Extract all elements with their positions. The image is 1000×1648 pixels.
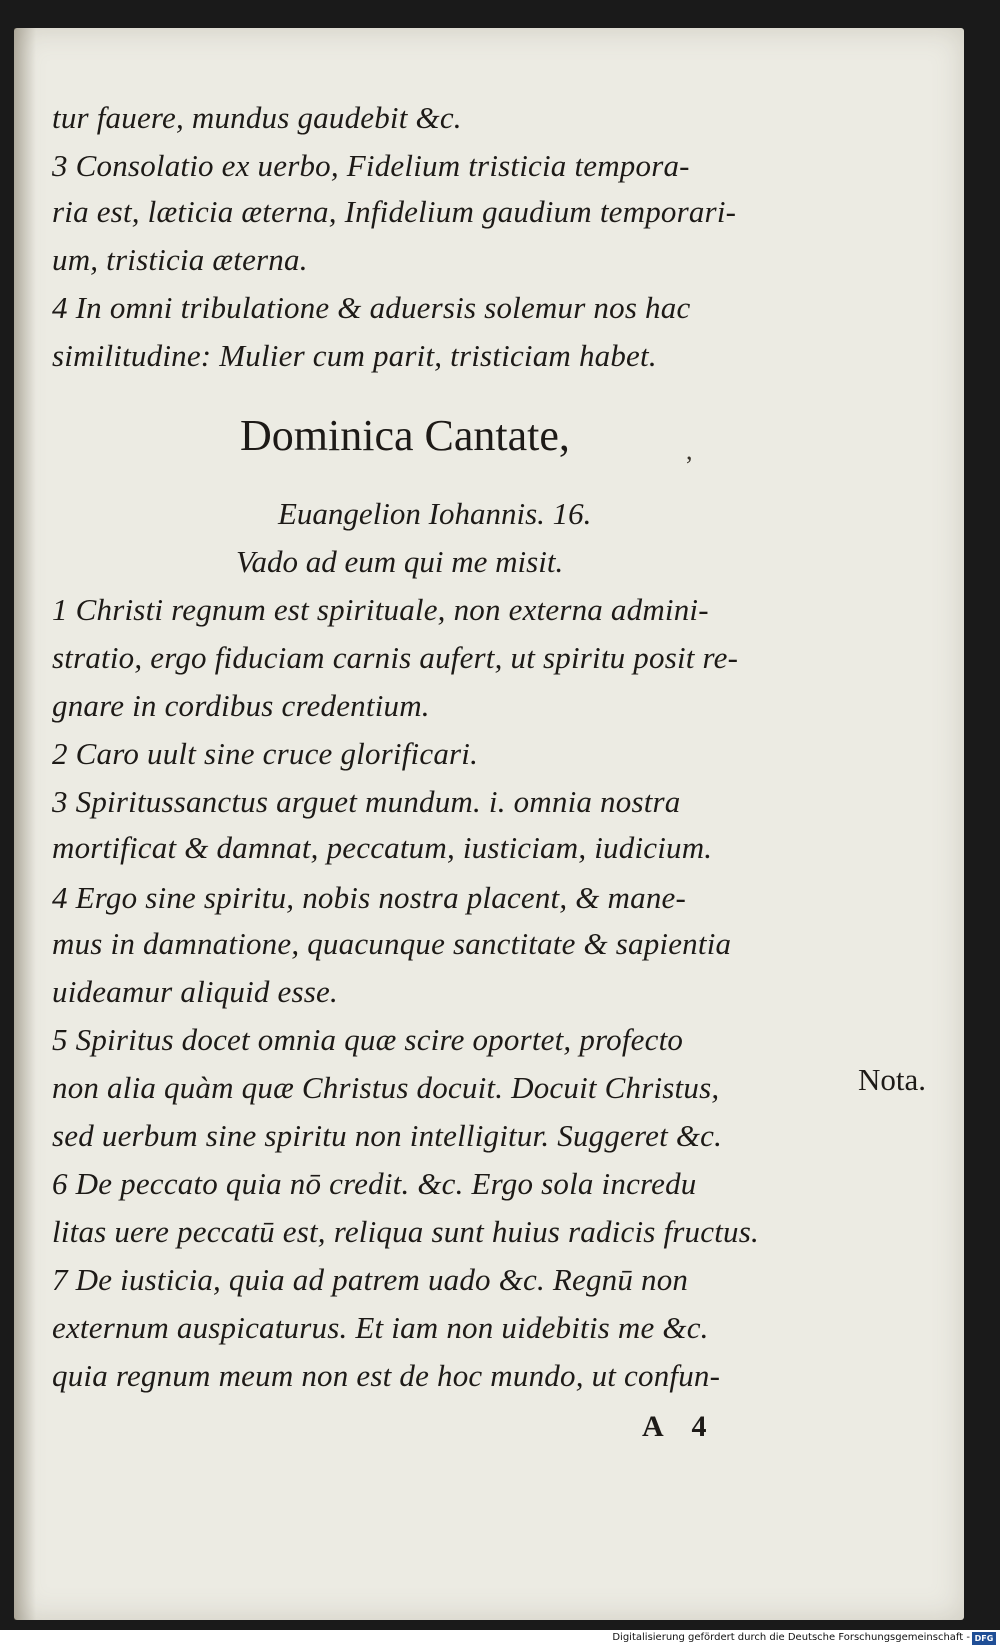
- text-line: litas uere peccatū est, reliqua sunt huius radicis fructus.: [52, 1214, 759, 1249]
- section-heading: Dominica Cantate,: [240, 411, 570, 460]
- text-line: 2 Caro uult sine cruce glorificari.: [52, 736, 479, 771]
- text-line: 1 Christi regnum est spirituale, non externa admini-: [52, 592, 709, 627]
- text-line: stratio, ergo fiduciam carnis aufert, ut spiritu posit re-: [52, 640, 739, 675]
- dfg-logo: DFG: [972, 1632, 996, 1645]
- text-line: externum auspicaturus. Et iam non uidebitis me &c.: [52, 1310, 709, 1345]
- gospel-verse: Vado ad eum qui me misit.: [236, 544, 564, 579]
- text-line: sed uerbum sine spiritu non intelligitur. Suggeret &c.: [52, 1118, 723, 1153]
- ink-mark: ,: [686, 436, 693, 465]
- text-line: 5 Spiritus docet omnia quæ scire oportet, profecto: [52, 1022, 684, 1057]
- text-line: uideamur aliquid esse.: [52, 974, 338, 1009]
- margin-note: Nota.: [858, 1062, 927, 1097]
- text-line: mortificat & damnat, peccatum, iusticiam, iudicium.: [52, 830, 713, 865]
- page-gutter-shadow: [14, 28, 36, 1620]
- text-line: quia regnum meum non est de hoc mundo, ut confun-: [52, 1358, 721, 1393]
- text-line: ria est, læticia æterna, Infidelium gaudium temporari-: [52, 194, 737, 229]
- text-line: tur fauere, mundus gaudebit &c.: [52, 100, 462, 135]
- signature-mark: A 4: [642, 1410, 707, 1443]
- text-line: 7 De iusticia, quia ad patrem uado &c. Regnū non: [52, 1262, 689, 1297]
- funding-notice: Digitalisierung gefördert durch die Deutsche Forschungsgemeinschaft -: [612, 1632, 970, 1643]
- text-line: gnare in cordibus credentium.: [52, 688, 430, 723]
- text-line: non alia quàm quæ Christus docuit. Docuit Christus,: [52, 1070, 720, 1105]
- text-line: 4 In omni tribulatione & aduersis solemur nos hac: [52, 290, 691, 325]
- gospel-reference: Euangelion Iohannis. 16.: [278, 496, 592, 531]
- text-line: 3 Consolatio ex uerbo, Fidelium tristicia tempora-: [52, 148, 690, 183]
- text-line: 4 Ergo sine spiritu, nobis nostra placent, & mane-: [52, 880, 686, 915]
- text-line: 3 Spiritussanctus arguet mundum. i. omnia nostra: [52, 784, 681, 819]
- text-line: um, tristicia æterna.: [52, 242, 308, 277]
- text-line: mus in damnatione, quacunque sanctitate & sapientia: [52, 926, 732, 961]
- text-line: similitudine: Mulier cum parit, tristiciam habet.: [52, 338, 657, 373]
- text-line: 6 De peccato quia nō credit. &c. Ergo sola incredu: [52, 1166, 697, 1201]
